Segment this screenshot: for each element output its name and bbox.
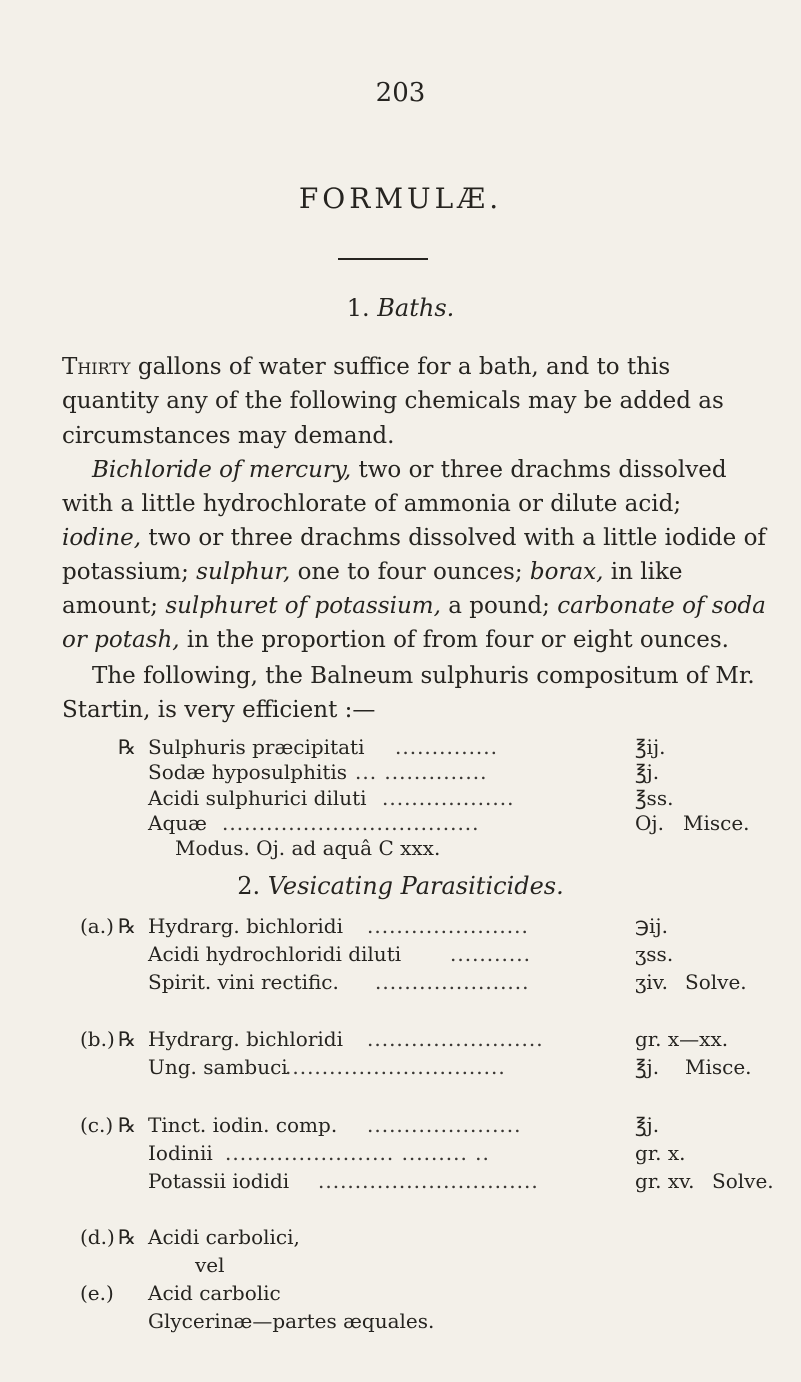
- text-span: potassium;: [62, 559, 197, 585]
- section-title: Baths.: [377, 294, 455, 322]
- dot-leader: ...........: [450, 944, 531, 964]
- ingredient-name: Acid carbolic: [148, 1281, 281, 1305]
- recipe-symbol: ℞: [118, 1225, 136, 1249]
- paragraph-line: [62, 561, 683, 584]
- ingredient-quantity: gr. x.: [635, 1141, 686, 1165]
- dot-leader: ........................: [367, 1029, 544, 1049]
- italic-term: borax,: [529, 559, 604, 585]
- dot-leader: ..............................: [318, 1171, 539, 1191]
- paragraph-line: with a little hydrochlorate of ammonia or dilute acid;: [62, 491, 682, 517]
- instruction-note: Solve.: [712, 1169, 774, 1193]
- dot-leader: .....................: [375, 972, 530, 992]
- ingredient-quantity: ℥j.: [635, 1113, 660, 1137]
- paragraph-line: The following, the Balneum sulphuris compositum of Mr.: [92, 663, 755, 689]
- section-heading-parasiticides: [0, 872, 801, 900]
- ingredient-name: Hydrarg. bichloridi: [148, 1027, 343, 1051]
- page-number: 203: [375, 78, 426, 108]
- recipe-symbol: ℞: [118, 1027, 136, 1051]
- ingredient-quantity: ℥ij.: [635, 735, 666, 759]
- paragraph-line: [62, 527, 766, 550]
- ingredient-name: Potassii iodidi: [148, 1169, 290, 1193]
- ingredient-quantity: ʒss.: [635, 942, 674, 966]
- recipe-label: (e.): [80, 1281, 114, 1305]
- recipe-symbol: ℞: [118, 1113, 136, 1137]
- ingredient-name: Acidi carbolici,: [148, 1225, 300, 1249]
- text-span: a pound;: [440, 593, 558, 619]
- dot-leader: ..............................: [285, 1057, 506, 1077]
- ingredient-name: Acidi sulphurici diluti: [148, 786, 367, 810]
- dot-leader: ...................................: [222, 813, 480, 833]
- recipe-symbol: ℞: [118, 914, 136, 938]
- text-span: in like: [603, 559, 683, 585]
- italic-term: iodine,: [62, 525, 142, 551]
- section-number: 2.: [237, 872, 261, 900]
- ingredient-quantity: gr. xv.: [635, 1169, 695, 1193]
- dot-leader: ......................: [367, 916, 529, 936]
- ingredient-quantity: ℥j.: [635, 760, 660, 784]
- paragraph-line: circumstances may demand.: [62, 423, 395, 449]
- ingredient-quantity: gr. x—xx.: [635, 1027, 729, 1051]
- instruction-note: Misce.: [685, 1055, 752, 1079]
- dot-leader: ..............: [395, 737, 499, 757]
- page-title: FORMULÆ.: [298, 182, 503, 215]
- recipe-label: (c.): [80, 1113, 114, 1137]
- recipe-symbol: ℞: [118, 735, 136, 759]
- text-span: two or three drachms dissolved: [351, 457, 727, 483]
- text-span: one to four ounces;: [290, 559, 530, 585]
- ingredient-name: Acidi hydrochloridi diluti: [148, 942, 402, 966]
- text-span: two or three drachms dissolved with a little iodide of: [141, 525, 766, 551]
- paragraph-line: [62, 595, 766, 618]
- ingredient-quantity: ℥ss.: [635, 786, 674, 810]
- ingredient-name: Tinct. iodin. comp.: [148, 1113, 338, 1137]
- title-rule: [338, 258, 428, 260]
- recipe-label: (b.): [80, 1027, 115, 1051]
- section-title: Vesicating Parasiticides.: [267, 872, 564, 900]
- text-span: gallons of water suffice for a bath, and to this: [130, 354, 671, 380]
- dot-leader: ... ..............: [355, 762, 488, 782]
- paragraph-line: [62, 629, 729, 652]
- ingredient-name: Sodæ hyposulphitis: [148, 760, 348, 784]
- recipe-label: (d.): [80, 1225, 115, 1249]
- italic-term: Bichloride of mercury,: [92, 457, 352, 483]
- instruction-note: Misce.: [683, 811, 750, 835]
- conjunction: vel: [195, 1253, 225, 1277]
- ingredient-quantity: ʒiv.: [635, 970, 668, 994]
- italic-term: carbonate of soda: [557, 593, 766, 619]
- paragraph-line: [92, 459, 727, 482]
- lead-word: Thirty: [62, 354, 131, 380]
- ingredient-name: Aquæ: [148, 811, 207, 835]
- ingredient-name: Ung. sambuci: [148, 1055, 288, 1079]
- ingredient-name: Hydrarg. bichloridi: [148, 914, 343, 938]
- paragraph-line: Startin, is very efficient :—: [62, 697, 376, 723]
- ingredient-quantity: ℈ij.: [635, 914, 668, 938]
- dot-leader: .....................: [367, 1115, 522, 1135]
- text-span: amount;: [62, 593, 166, 619]
- paragraph-line: [62, 356, 670, 379]
- ingredient-name: Sulphuris præcipitati: [148, 735, 365, 759]
- paragraph-line: quantity any of the following chemicals may be added as: [62, 388, 724, 414]
- ingredient-name: Spirit. vini rectific.: [148, 970, 339, 994]
- recipe-label: (a.): [80, 914, 114, 938]
- modus-line: Modus. Oj. ad aquâ C xxx.: [175, 836, 441, 860]
- ingredient-name: Glycerinæ—partes æquales.: [148, 1309, 435, 1333]
- instruction-note: Solve.: [685, 970, 747, 994]
- ingredient-quantity: ℥j.: [635, 1055, 660, 1079]
- section-heading-baths: [0, 294, 801, 322]
- dot-leader: ..................: [382, 788, 515, 808]
- italic-term: or potash,: [62, 627, 180, 653]
- section-number: 1.: [346, 294, 370, 322]
- ingredient-quantity: Oj.: [635, 811, 664, 835]
- ingredient-name: Iodinii: [148, 1141, 213, 1165]
- italic-term: sulphuret of potassium,: [165, 593, 441, 619]
- italic-term: sulphur,: [196, 559, 291, 585]
- text-span: in the proportion of from four or eight ounces.: [179, 627, 729, 653]
- dot-leader: ....................... ......... ..: [225, 1143, 490, 1163]
